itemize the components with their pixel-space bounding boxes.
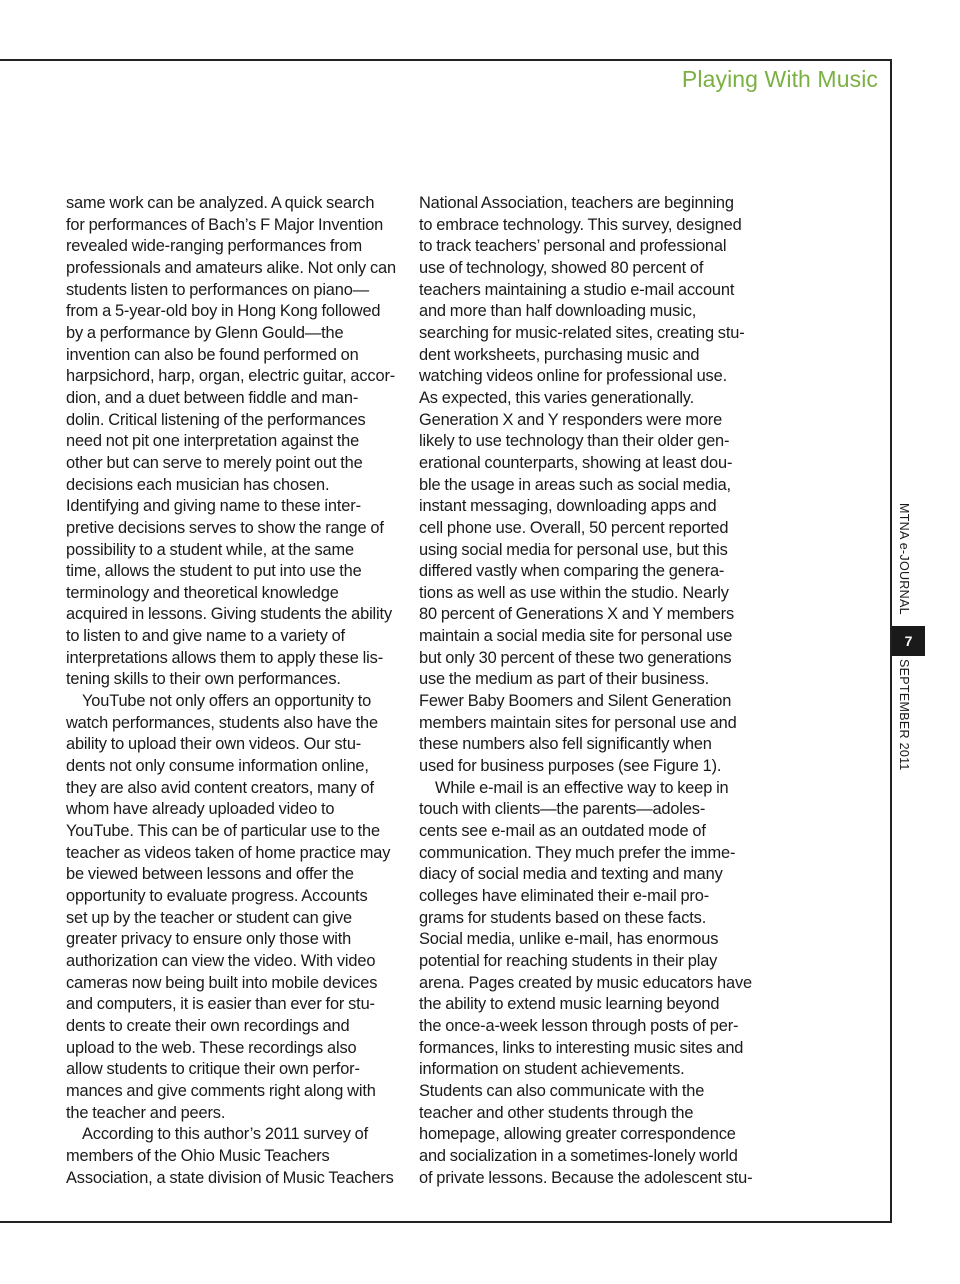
text-line: time, allows the student to put into use the [66,562,362,581]
section-title: Playing With Music [681,66,878,92]
text-line: use of technology, showed 80 percent of [419,258,704,277]
text-line: cell phone use. Overall, 50 percent reported [419,518,729,537]
text-line: by a performance by Glenn Gould—the [66,323,344,342]
text-line: to embrace technology. This survey, designed [419,215,742,234]
text-line: dolin. Critical listening of the performances [66,410,366,429]
right-column [419,193,764,1189]
text-line: and more than half downloading music, [419,302,697,321]
text-line: used for business purposes (see Figure 1). [419,757,722,776]
text-line: same work can be analyzed. A quick search [66,194,375,212]
text-line: grams for students based on these facts. [419,908,707,927]
text-line: arena. Pages created by music educators have [419,973,752,992]
text-line: Association, a state division of Music Teachers [66,1168,394,1187]
text-line: communication. They much prefer the imme- [419,843,736,862]
text-line: pretive decisions serves to show the range of [66,518,384,537]
text-line: of private lessons. Because the adolescent stu- [419,1168,753,1187]
text-line: formances, links to interesting music sites and [419,1038,744,1057]
text-line: According to this author’s 2011 survey of [82,1125,369,1144]
text-line: tening skills to their own performances. [66,670,341,689]
left-column [66,193,406,1189]
text-line: instant messaging, downloading apps and [419,497,717,516]
text-line: harpsichord, harp, organ, electric guitar, accor- [66,367,396,386]
text-line: they are also avid content creators, many of [66,778,374,797]
text-line: YouTube. This can be of particular use to the [66,822,380,841]
text-line: teacher as videos taken of home practice may [66,843,391,862]
text-line: and socialization in a sometimes-lonely world [419,1146,738,1165]
text-line: members maintain sites for personal use and [419,713,737,732]
text-line: acquired in lessons. Giving students the ability [66,605,392,624]
text-line: likely to use technology than their older gen- [419,432,730,451]
text-line: tions as well as use within the studio. Nearly [419,583,729,602]
text-line: students listen to performances on piano— [66,280,369,299]
text-line: authorization can view the video. With video [66,951,376,970]
text-line: cameras now being built into mobile devices [66,973,378,992]
text-line: Fewer Baby Boomers and Silent Generation [419,692,732,711]
text-line: National Association, teachers are beginning [419,194,734,212]
text-line: As expected, this varies generationally. [419,388,695,407]
text-line: other but can serve to merely point out the [66,453,363,472]
text-line: allow students to critique their own perfor- [66,1060,360,1079]
text-line: opportunity to evaluate progress. Accounts [66,887,368,905]
text-line: dents to create their own recordings and [66,1016,350,1035]
text-line: Social media, unlike e-mail, has enormous [419,930,719,949]
text-line: teacher and other students through the [419,1103,694,1122]
text-line: information on student achievements. [419,1060,685,1079]
text-line: and computers, it is easier than ever for stu- [66,995,375,1014]
text-line: interpretations allows them to apply these lis- [66,648,384,667]
text-line: upload to the web. These recordings also [66,1038,357,1057]
text-line: for performances of Bach’s F Major Invention [66,215,384,234]
text-line: ability to upload their own videos. Our stu- [66,735,362,754]
text-line: cents see e-mail as an outdated mode of [419,822,706,841]
text-line: the teacher and peers. [66,1103,226,1122]
text-line: teachers maintaining a studio e-mail account [419,280,735,299]
text-line: possibility to a student while, at the same [66,540,354,559]
issue-date: SEPTEMBER 2011 [897,659,911,771]
text-line: using social media for personal use, but this [419,540,728,559]
text-line: to listen to and give name to a variety of [66,627,345,646]
text-line: use the medium as part of their business. [419,670,710,689]
text-line: dion, and a duet between fiddle and man- [66,388,359,407]
text-line: Identifying and giving name to these inter- [66,497,361,516]
text-line: these numbers also fell significantly when [419,735,712,754]
text-line: Students can also communicate with the [419,1081,705,1100]
text-line: searching for music-related sites, creating stu- [419,323,745,342]
text-line: from a 5-year-old boy in Hong Kong followed [66,302,381,321]
text-line: set up by the teacher or student can give [66,908,352,927]
text-line: ble the usage in areas such as social media, [419,475,731,494]
text-line: homepage, allowing greater correspondence [419,1125,736,1144]
text-line: terminology and theoretical knowledge [66,583,339,602]
text-line: colleges have eliminated their e-mail pro- [419,887,710,905]
text-line: need not pit one interpretation against the [66,432,360,451]
text-line: watch performances, students also have the [66,713,378,732]
text-line: the once-a-week lesson through posts of per- [419,1016,739,1035]
text-line: revealed wide-ranging performances from [66,237,363,256]
page-number: 7 [892,626,925,656]
journal-name: MTNA e-JOURNAL [897,503,911,615]
text-line: mances and give comments right along with [66,1081,376,1100]
text-line: members of the Ohio Music Teachers [66,1146,330,1165]
text-line: dents not only consume information online, [66,757,369,776]
text-line: Generation X and Y responders were more [419,410,723,429]
text-line: dent worksheets, purchasing music and [419,345,700,364]
text-line: erational counterparts, showing at least dou- [419,453,733,472]
text-line: the ability to extend music learning beyond [419,995,720,1014]
text-line: but only 30 percent of these two generations [419,648,732,667]
text-line: While e-mail is an effective way to keep in [435,778,729,797]
text-line: professionals and amateurs alike. Not only can [66,258,396,277]
text-line: YouTube not only offers an opportunity to [82,692,372,711]
text-line: diacy of social media and texting and many [419,865,723,884]
text-line: watching videos online for professional use. [419,367,727,386]
text-line: whom have already uploaded video to [66,800,335,819]
text-line: potential for reaching students in their play [419,951,718,970]
text-line: 80 percent of Generations X and Y members [419,605,735,624]
text-line: maintain a social media site for personal use [419,627,733,646]
text-line: decisions each musician has chosen. [66,475,330,494]
text-line: be viewed between lessons and offer the [66,865,354,884]
text-line: invention can also be found performed on [66,345,359,364]
text-line: greater privacy to ensure only those with [66,930,352,949]
text-line: touch with clients—the parents—adoles- [419,800,706,819]
text-line: differed vastly when comparing the genera- [419,562,725,581]
text-line: to track teachers’ personal and professional [419,237,727,256]
